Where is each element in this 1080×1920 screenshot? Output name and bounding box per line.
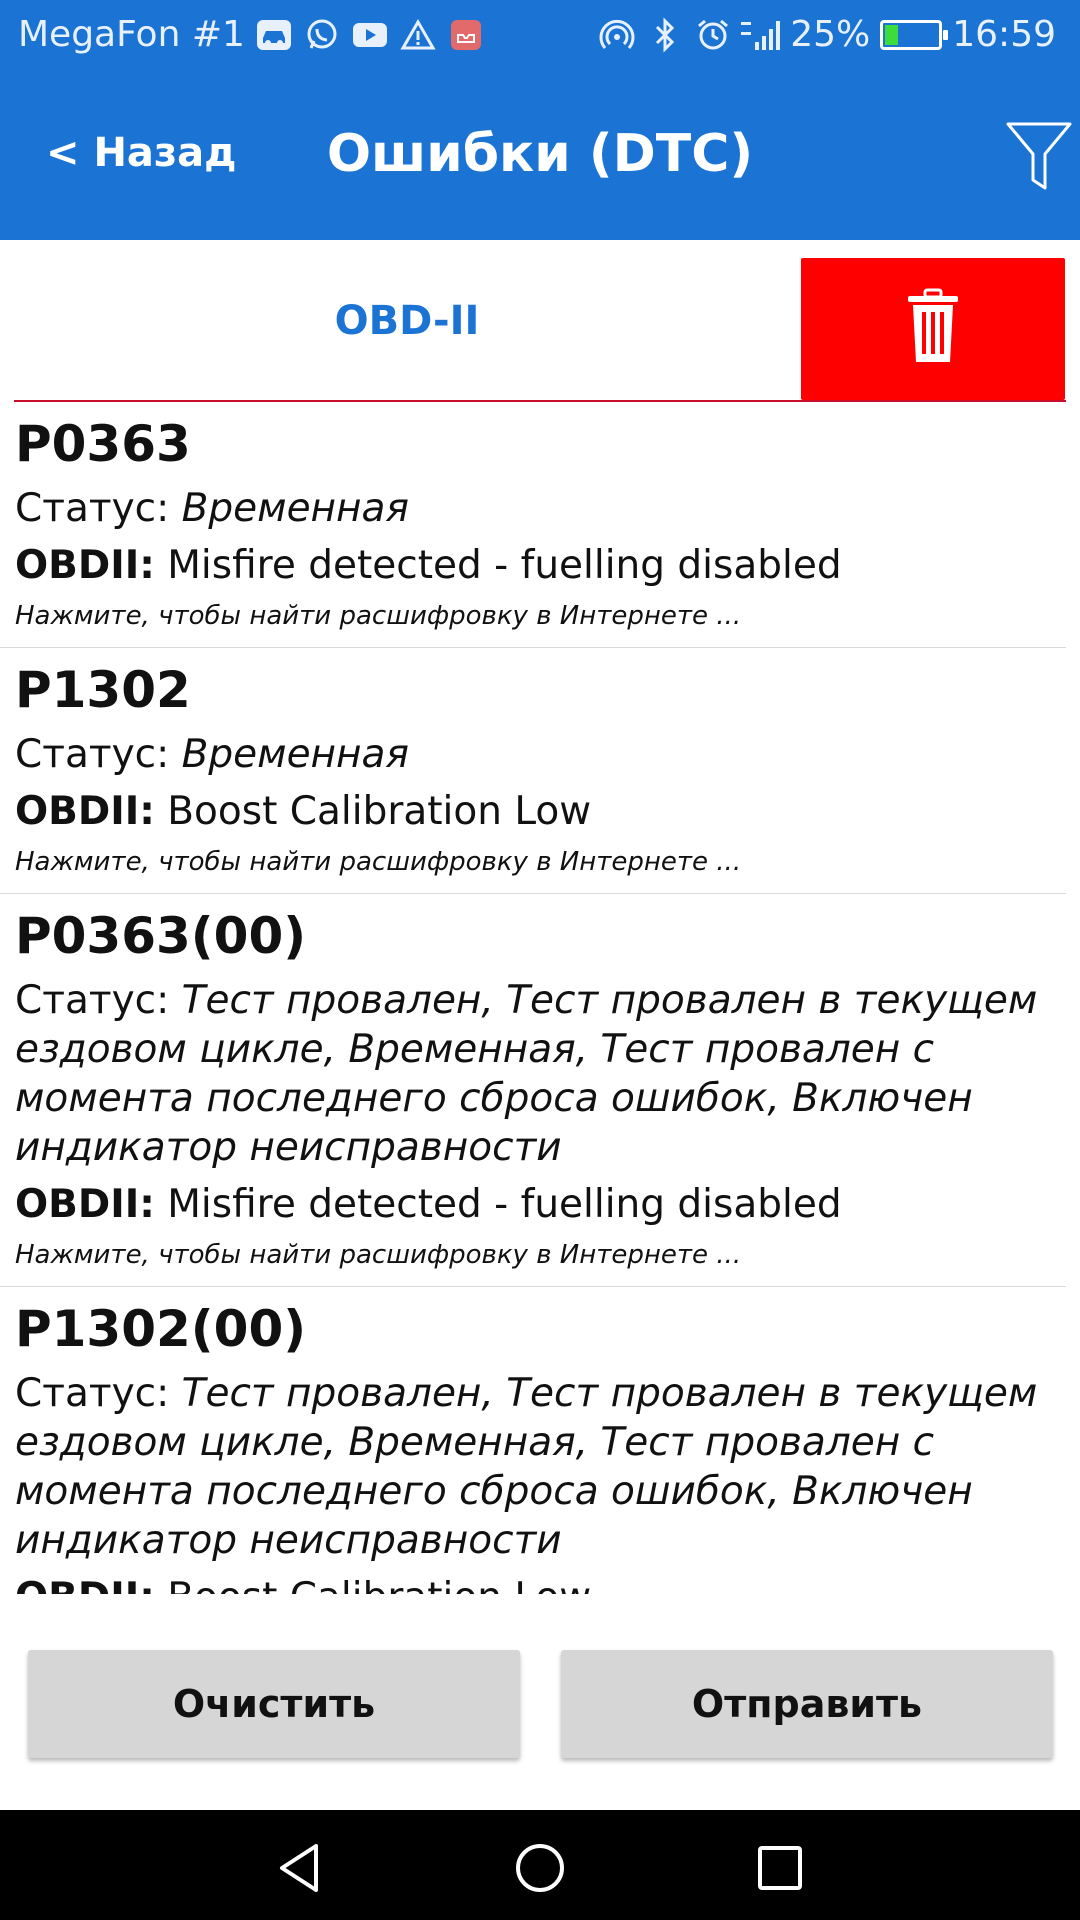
home-icon[interactable] [512, 1840, 568, 1896]
send-button[interactable]: Отправить [561, 1650, 1053, 1758]
back-icon[interactable] [272, 1840, 328, 1896]
battery-level-fill [885, 25, 898, 45]
status-label: Статус: [15, 486, 170, 531]
dtc-code: P0363(00) [15, 907, 307, 965]
status-value: Временная [181, 486, 409, 531]
page-title: Ошибки (DTC) [326, 124, 754, 184]
obd-text: Boost Calibration Low [167, 789, 592, 834]
clock: 16:59 [952, 14, 1056, 55]
youtube-icon [351, 16, 389, 54]
dtc-status [15, 1369, 1051, 1565]
dtc-status [15, 484, 1051, 533]
search-hint[interactable]: Нажмите, чтобы найти расшифровку в Интернете ... [15, 1240, 742, 1270]
obd-label: OBDII: [15, 543, 155, 588]
dtc-description [15, 787, 1051, 837]
status-bar [0, 0, 1080, 74]
dtc-status [15, 976, 1051, 1172]
dtc-description [15, 1180, 1051, 1230]
status-label: Статус: [15, 978, 170, 1023]
search-hint[interactable]: Нажмите, чтобы найти расшифровку в Интернете ... [15, 847, 742, 877]
action-buttons [0, 1594, 1080, 1810]
battery-charging-icon [880, 20, 942, 50]
whatsapp-icon [303, 16, 341, 54]
warning-icon [399, 16, 437, 54]
hotspot-icon [598, 16, 636, 54]
obd-label: OBDII: [15, 789, 155, 834]
dtc-description [15, 541, 1051, 591]
dtc-code: P1302(00) [15, 1300, 307, 1358]
dtc-status [15, 730, 1051, 779]
navigation-bar [0, 1810, 1080, 1920]
battery-percent: 25% [790, 14, 871, 55]
obd-text: Misfire detected - fuelling disabled [167, 1182, 842, 1227]
search-hint[interactable]: Нажмите, чтобы найти расшифровку в Интернете ... [15, 601, 742, 631]
back-button[interactable]: < Назад [46, 130, 237, 176]
app-bar [0, 74, 1080, 240]
recents-icon[interactable] [752, 1840, 808, 1896]
status-value: Тест провален, Тест провален в текущем ездовом цикле, Временная, Тест провален с момента последнего сброса ошибок, Включен индикатор неисправности [15, 978, 1038, 1170]
status-value: Временная [181, 732, 409, 777]
tab-obd-ii[interactable]: OBD-II [334, 298, 480, 344]
clear-button[interactable]: Очистить [28, 1650, 520, 1758]
delete-button[interactable] [801, 258, 1065, 400]
dtc-code: P1302 [15, 661, 191, 719]
obd-label: OBDII: [15, 1182, 155, 1227]
status-bar-right [598, 14, 1056, 55]
obd-text: Misfire detected - fuelling disabled [167, 543, 842, 588]
list-item[interactable] [0, 402, 1066, 648]
status-bar-left [18, 14, 485, 55]
inbox-icon [447, 16, 485, 54]
list-item[interactable] [0, 894, 1066, 1287]
list-item[interactable] [0, 648, 1066, 894]
car-icon [255, 16, 293, 54]
tab-row [0, 240, 1080, 402]
filter-icon[interactable] [1004, 118, 1074, 194]
signal-4g-icon [742, 16, 780, 54]
dtc-list[interactable] [0, 402, 1080, 1594]
bluetooth-icon [646, 16, 684, 54]
trash-icon [906, 288, 960, 370]
status-label: Статус: [15, 732, 170, 777]
status-label: Статус: [15, 1371, 170, 1416]
carrier-name: MegaFon #1 [18, 14, 245, 55]
status-value: Тест провален, Тест провален в текущем ездовом цикле, Временная, Тест провален с момента последнего сброса ошибок, Включен индикатор неисправности [15, 1371, 1038, 1563]
alarm-icon [694, 16, 732, 54]
dtc-code: P0363 [15, 415, 191, 473]
